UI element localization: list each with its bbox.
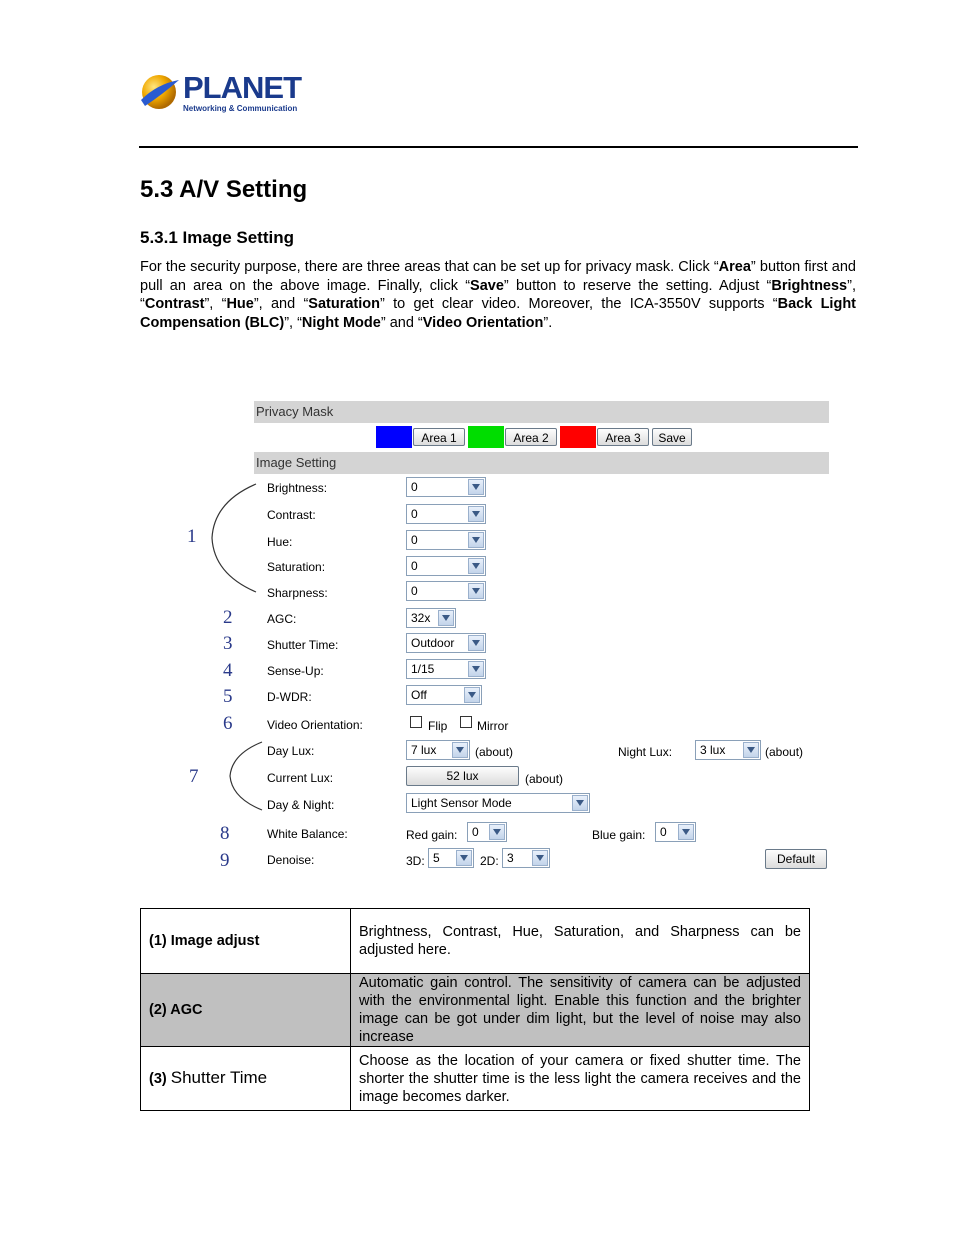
saturation-label: Saturation: bbox=[267, 560, 326, 574]
table-row bbox=[141, 909, 810, 974]
globe-icon bbox=[139, 70, 181, 114]
contrast-select[interactable] bbox=[406, 504, 486, 524]
chevron-down-icon bbox=[456, 850, 472, 866]
intro-text: ” and “ bbox=[380, 314, 423, 331]
table-value-cell: Brightness, Contrast, Hue, Saturation, and Sharpness can be adjusted here. bbox=[351, 909, 810, 974]
logo-wordmark: PLANET bbox=[183, 70, 301, 105]
current-lux-display: 52 lux bbox=[406, 766, 519, 786]
sense-up-label: Sense-Up: bbox=[267, 664, 324, 678]
day-lux-select[interactable] bbox=[406, 740, 470, 760]
area2-color-swatch bbox=[468, 426, 504, 448]
sharpness-value: 0 bbox=[411, 584, 418, 598]
night-lux-value: 3 lux bbox=[700, 743, 726, 757]
night-lux-about: (about) bbox=[765, 745, 804, 759]
denoise-2d-select[interactable] bbox=[502, 848, 550, 868]
header-rule bbox=[139, 146, 858, 148]
area2-button[interactable]: Area 2 bbox=[505, 428, 557, 446]
chevron-down-icon bbox=[489, 824, 505, 840]
table-value-cell: Choose as the location of your camera or fixed shutter time. The shorter the shutter time is the less light the camera receives and the image becomes darker. bbox=[351, 1047, 810, 1111]
day-night-label: Day & Night: bbox=[267, 798, 335, 812]
mirror-checkbox[interactable] bbox=[460, 716, 472, 728]
intro-bold-term: Brightness bbox=[771, 277, 848, 294]
night-lux-select[interactable] bbox=[695, 740, 761, 760]
day-lux-about: (about) bbox=[475, 745, 514, 759]
intro-text: ”, “ bbox=[204, 296, 227, 312]
video-orientation-label: Video Orientation: bbox=[267, 718, 363, 732]
section-heading: 5.3 A/V Setting bbox=[140, 176, 308, 203]
privacy-mask-bar: Privacy Mask bbox=[254, 401, 829, 423]
table-value-cell: Automatic gain control. The sensitivity of camera can be adjusted with the environmental light. Enable this function and the brighter image can be got under dim light, but the level of noise may also increase bbox=[351, 974, 810, 1047]
dwdr-select[interactable] bbox=[406, 685, 482, 705]
chevron-down-icon bbox=[464, 687, 480, 703]
brightness-value: 0 bbox=[411, 480, 418, 494]
intro-paragraph bbox=[140, 258, 856, 332]
dwdr-label: D-WDR: bbox=[267, 690, 312, 704]
saturation-value: 0 bbox=[411, 559, 418, 573]
intro-text: ” to get clear video. Moreover, the ICA-3550V supports “ bbox=[379, 296, 778, 312]
day-lux-label: Day Lux: bbox=[267, 744, 315, 758]
day-night-value: Light Sensor Mode bbox=[411, 796, 512, 810]
hue-value: 0 bbox=[411, 533, 418, 547]
row-key-label: Shutter Time bbox=[170, 1068, 268, 1087]
chevron-down-icon bbox=[468, 583, 484, 599]
red-gain-label: Red gain: bbox=[406, 828, 458, 842]
day-night-select[interactable] bbox=[406, 793, 590, 813]
chevron-down-icon bbox=[452, 742, 468, 758]
chevron-down-icon bbox=[468, 532, 484, 548]
group-7-brace bbox=[226, 740, 266, 812]
denoise-label: Denoise: bbox=[267, 853, 315, 867]
denoise-3d-value: 5 bbox=[433, 851, 440, 865]
callout-number-6: 6 bbox=[223, 713, 233, 734]
intro-bold-term: Saturation bbox=[308, 296, 380, 312]
chevron-down-icon bbox=[572, 795, 588, 811]
area3-color-swatch bbox=[560, 426, 596, 448]
contrast-value: 0 bbox=[411, 507, 418, 521]
intro-text: ”. bbox=[543, 314, 553, 331]
flip-checkbox[interactable] bbox=[410, 716, 422, 728]
group-1-brace bbox=[204, 482, 260, 594]
chevron-down-icon bbox=[468, 635, 484, 651]
saturation-select[interactable] bbox=[406, 556, 486, 576]
image-setting-screenshot bbox=[180, 398, 840, 878]
table-key-cell bbox=[141, 974, 351, 1047]
red-gain-value: 0 bbox=[472, 825, 479, 839]
brightness-label: Brightness: bbox=[267, 481, 328, 495]
flip-label: Flip bbox=[428, 719, 448, 733]
denoise-3d-label: 3D: bbox=[406, 854, 425, 868]
area1-color-swatch bbox=[376, 426, 412, 448]
planet-logo bbox=[139, 70, 299, 120]
intro-text: ”, “ bbox=[284, 314, 302, 331]
callout-number-2: 2 bbox=[223, 607, 233, 628]
logo-tagline: Networking & Communication bbox=[183, 104, 298, 113]
sense-up-select[interactable] bbox=[406, 659, 486, 679]
sharpness-label: Sharpness: bbox=[267, 586, 328, 600]
chevron-down-icon bbox=[438, 610, 454, 626]
table-row bbox=[141, 974, 810, 1047]
denoise-2d-value: 3 bbox=[507, 851, 514, 865]
row-key-label: Image adjust bbox=[170, 933, 260, 949]
save-button[interactable]: Save bbox=[652, 428, 692, 446]
intro-bold-term: Video Orientation bbox=[422, 314, 544, 331]
intro-bold-term: Save bbox=[470, 277, 504, 294]
chevron-down-icon bbox=[468, 479, 484, 495]
table-row bbox=[141, 1047, 810, 1111]
blue-gain-label: Blue gain: bbox=[592, 828, 646, 842]
chevron-down-icon bbox=[532, 850, 548, 866]
denoise-2d-label: 2D: bbox=[480, 854, 499, 868]
shutter-time-select[interactable] bbox=[406, 633, 486, 653]
default-button[interactable]: Default bbox=[765, 849, 827, 869]
intro-text: For the security purpose, there are three areas that can be set up for privacy mask. Click “ bbox=[140, 259, 719, 275]
intro-bold-term: Area bbox=[718, 259, 751, 275]
intro-text: ” button first and pull an area on the above image. Finally, click “ bbox=[140, 259, 856, 294]
agc-select[interactable] bbox=[406, 608, 456, 628]
intro-text: ”, and “ bbox=[253, 296, 309, 312]
sharpness-select[interactable] bbox=[406, 581, 486, 601]
hue-select[interactable] bbox=[406, 530, 486, 550]
chevron-down-icon bbox=[743, 742, 759, 758]
callout-number-4: 4 bbox=[223, 660, 233, 681]
current-lux-about: (about) bbox=[525, 772, 564, 786]
shutter-time-value: Outdoor bbox=[411, 636, 455, 650]
intro-text: ”, “ bbox=[140, 277, 856, 312]
brightness-select[interactable] bbox=[406, 477, 486, 497]
chevron-down-icon bbox=[468, 506, 484, 522]
intro-bold-term: Back Light Compensation (BLC) bbox=[140, 296, 857, 331]
intro-bold-term: Night Mode bbox=[301, 314, 381, 331]
contrast-label: Contrast: bbox=[267, 508, 316, 522]
night-lux-label: Night Lux: bbox=[618, 745, 673, 759]
intro-bold-term: Hue bbox=[226, 296, 254, 312]
blue-gain-value: 0 bbox=[660, 825, 667, 839]
image-setting-bar: Image Setting bbox=[254, 452, 829, 474]
table-key-cell bbox=[141, 1047, 351, 1111]
area1-button[interactable]: Area 1 bbox=[413, 428, 465, 446]
subsection-heading: 5.3.1 Image Setting bbox=[140, 228, 294, 247]
settings-description-table bbox=[140, 908, 810, 1111]
chevron-down-icon bbox=[678, 824, 694, 840]
agc-value: 32x bbox=[411, 611, 431, 625]
denoise-3d-select[interactable] bbox=[428, 848, 474, 868]
day-lux-value: 7 lux bbox=[411, 743, 437, 757]
row-key-label: AGC bbox=[170, 1002, 203, 1018]
callout-number-9: 9 bbox=[220, 850, 230, 871]
callout-number-1: 1 bbox=[187, 526, 197, 547]
row-number: (1) bbox=[149, 933, 167, 949]
chevron-down-icon bbox=[468, 558, 484, 574]
intro-text: ” button to reserve the setting. Adjust “ bbox=[503, 277, 772, 294]
white-balance-label: White Balance: bbox=[267, 827, 348, 841]
callout-number-3: 3 bbox=[223, 633, 233, 654]
sense-up-value: 1/15 bbox=[411, 662, 435, 676]
callout-number-5: 5 bbox=[223, 686, 233, 707]
red-gain-select[interactable] bbox=[467, 822, 507, 842]
area3-button[interactable]: Area 3 bbox=[597, 428, 649, 446]
mirror-label: Mirror bbox=[477, 719, 509, 733]
dwdr-value: Off bbox=[411, 688, 427, 702]
shutter-time-label: Shutter Time: bbox=[267, 638, 339, 652]
row-number: (2) bbox=[149, 1002, 167, 1018]
callout-number-8: 8 bbox=[220, 823, 230, 844]
hue-label: Hue: bbox=[267, 535, 293, 549]
chevron-down-icon bbox=[468, 661, 484, 677]
agc-label: AGC: bbox=[267, 612, 297, 626]
row-number: (3) bbox=[149, 1071, 167, 1087]
table-key-cell bbox=[141, 909, 351, 974]
current-lux-label: Current Lux: bbox=[267, 771, 334, 785]
intro-bold-term: Contrast bbox=[144, 296, 205, 312]
callout-number-7: 7 bbox=[189, 766, 199, 787]
blue-gain-select[interactable] bbox=[655, 822, 696, 842]
